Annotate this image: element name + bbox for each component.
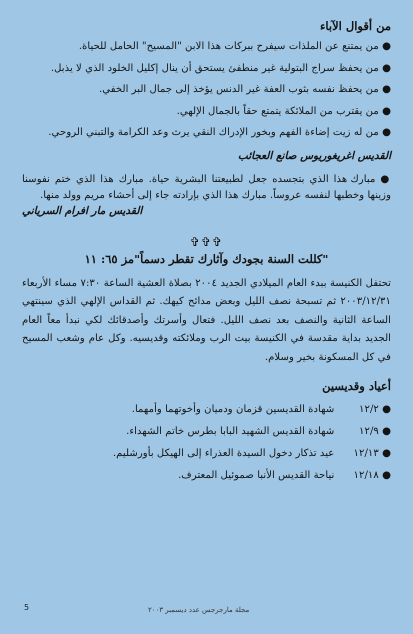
page-number: 5 (24, 603, 30, 612)
verse-title: "كللت السنة بجودك وآثارك تقطر دسماً"مز ٦٥: ١١ (84, 251, 329, 266)
feast-item: ● ١٢/٩ شهادة القديس الشهيد البابا بطرس خاتم الشهداء. (22, 421, 391, 443)
feast-text: عيد تذكار دخول السيدة العذراء إلى الهيكل بأورشليم. (112, 448, 335, 459)
quote-text: من يمتنع عن الملذات سيفرح ببركات هذا الابن "المسيح" الحامل للحياة. (78, 41, 379, 52)
quote-item: ● من يحفظ سراج البتولية غير منطفئ يستحق أن ينال إكليل الخلود الذي لا يذبل. (50, 62, 391, 74)
cross-divider-icon: ✞✞✞ (189, 234, 224, 249)
blessing-author: القديس مار افرام السرياني (22, 204, 143, 217)
quote-text: من يقترب من الملائكة يتمتع حقاً بالجمال الإلهي. (176, 105, 379, 117)
new-year-announcement: تحتفل الكنيسة ببدء العام الميلادي الجديد ٢٠٠٤ بصلاة العشية الساعة ٧:٣٠ مساء الأربعاء ٢٠٠٣/١٢/٣١ ثم تسبحة نصف الليل وبعض مدائح كيهك. ثم القداس الإلهي الذي سينتهي الساعة الثانية والنصف بعد نصف الليل. فتعال وأسرتك وأصدقائك لكي نبدأ معاً العام الجديد بداية مقدسة في الكنيسة بيت الرب وملائكته وقديسيه. وكل عام وشعب المسيح في كل المسكونة بخير وسلام. (22, 277, 391, 363)
quote-item: ● من يقترب من الملائكة يتمتع حقاً بالجمال الإلهي. (176, 105, 391, 117)
feast-item: ● ١٢/١٨ نياحة القديس الأنبا صموئيل المعترف. (22, 465, 391, 487)
publication-name: مجلة مارجرجس عدد ديسمبر ٢٠٠٣ (148, 606, 250, 614)
feast-item: ● ١٢/٢ شهادة القديسين قزمان ودميان وأخوتهما وأمهما. (22, 399, 391, 421)
feast-date: ١٢/١٣ (353, 448, 379, 459)
section-heading: من أقوال الآباء (320, 19, 391, 33)
feast-date: ١٢/١٨ (353, 470, 379, 481)
quote-item: ● من له زيت إضاءة الفهم وبخور الإدراك النقي يرث وعد الكرامة والتبني الروحي. (48, 127, 391, 138)
feast-date: ١٢/٢ (359, 404, 379, 415)
feast-text: نياحة القديس الأنبا صموئيل المعترف. (178, 470, 335, 481)
quote-author: القديس اغريغوريوس صانع العجائب (237, 149, 391, 162)
page-footer (0, 604, 413, 634)
quote-text: من يحفظ نفسه بثوب العفة غير الدنس يؤخذ إلى جمال البر الخفي. (99, 84, 379, 95)
feasts-heading: أعياد وقديسين (322, 379, 391, 393)
feast-text: شهادة القديسين قزمان ودميان وأخوتهما وأمهما. (131, 404, 335, 415)
quote-item: ● من يمتنع عن الملذات سيفرح ببركات هذا الابن "المسيح" الحامل للحياة. (78, 41, 391, 52)
quote-text: من يحفظ سراج البتولية غير منطفئ يستحق أن ينال إكليل الخلود الذي لا يذبل. (50, 62, 379, 74)
blessing-text: مبارك هذا الذي بتجسده جعل لطبيعتنا البشرية حياة. مبارك هذا الذي ختم نفوسنا وزينها وخطبها لنفسه عروساً. مبارك هذا الذي بإرادته جاء إلى أحشاء مريم وولد منها. (22, 173, 391, 201)
quote-text: من له زيت إضاءة الفهم وبخور الإدراك النقي يرث وعد الكرامة والتبني الروحي. (48, 127, 379, 138)
feast-text: شهادة القديس الشهيد البابا بطرس خاتم الشهداء. (126, 426, 335, 437)
feast-item: ● ١٢/١٣ عيد تذكار دخول السيدة العذراء إلى الهيكل بأورشليم. (22, 443, 391, 465)
quote-item: ● من يحفظ نفسه بثوب العفة غير الدنس يؤخذ إلى جمال البر الخفي. (99, 84, 391, 95)
feast-date: ١٢/٩ (359, 426, 379, 437)
blessing-paragraph: ● مبارك هذا الذي بتجسده جعل لطبيعتنا البشرية حياة. مبارك هذا الذي ختم نفوسنا وزينها وخطبها لنفسه عروساً. مبارك هذا الذي بإرادته جاء إلى أحشاء مريم وولد منها. (22, 173, 391, 201)
